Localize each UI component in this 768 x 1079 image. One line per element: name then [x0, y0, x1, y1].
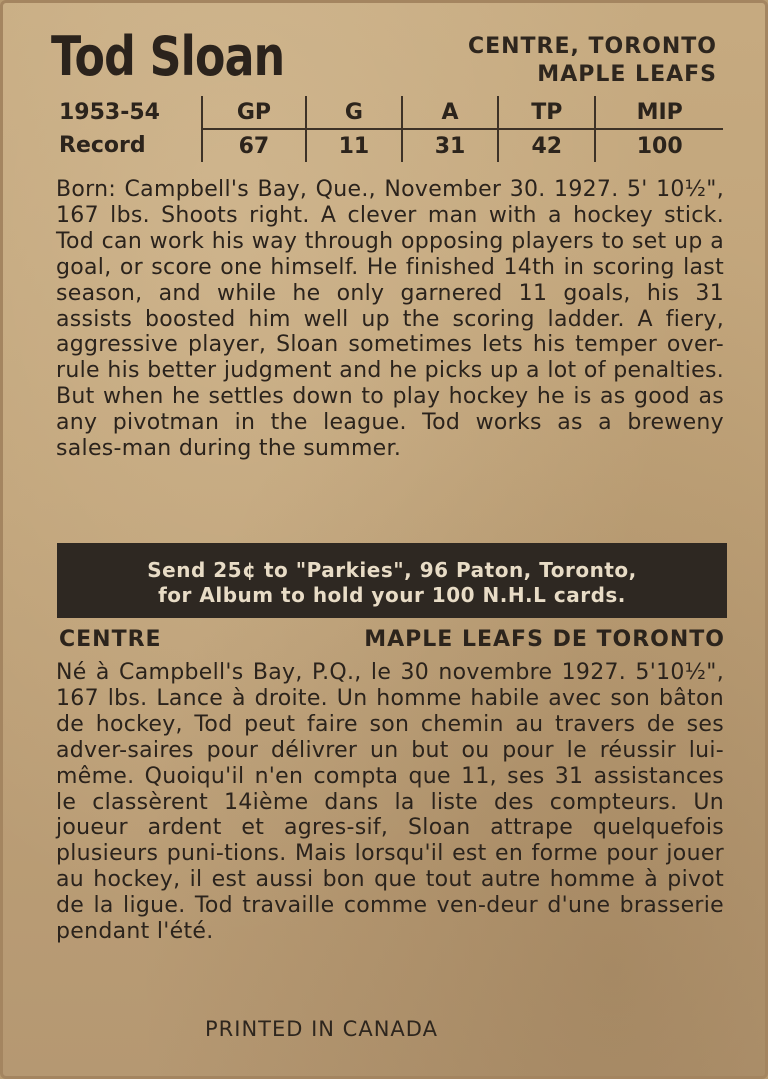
stat-value-a: 31 — [402, 129, 498, 162]
promo-line-1: Send 25¢ to "Parkies", 96 Paton, Toronto, — [147, 558, 637, 582]
season-label: 1953-54 — [59, 100, 160, 125]
printed-in-canada: PRINTED IN CANADA — [205, 1017, 438, 1041]
record-label: Record — [59, 133, 146, 158]
stat-header-mip: MIP — [595, 96, 723, 129]
stats-header-row — [55, 96, 723, 129]
stat-header-tp: TP — [498, 96, 595, 129]
stat-value-mip: 100 — [595, 129, 723, 162]
position-line-2: MAPLE LEAFS — [537, 62, 717, 87]
stat-value-gp: 67 — [202, 129, 306, 162]
bio-english: Born: Campbell's Bay, Que., November 30. 1927. 5' 10½", 167 lbs. Shoots right. A clever man with a hockey stick. Tod can work his way through opposing players to set up a goal, or score one himself. He finished 14th in scoring last season, and while he only garnered 11 goals, his 31 assists boosted him well up the scoring ladder. A fiery, aggressive player, Sloan sometimes lets his temper over-rule his better judgment and he picks up a lot of penalties. But when he settles down to play hockey he is as good as any pivotman in the league. Tod works as a breweny sales-man during the summer. — [56, 177, 724, 462]
stat-value-tp: 42 — [498, 129, 595, 162]
stats-values-row — [55, 129, 723, 162]
stat-header-a: A — [402, 96, 498, 129]
position-line-1: CENTRE, TORONTO — [467, 34, 717, 59]
french-header — [59, 627, 725, 652]
french-position: CENTRE — [59, 627, 162, 652]
album-promo-banner — [57, 543, 727, 618]
stats-table — [55, 96, 723, 162]
stat-value-g: 11 — [306, 129, 402, 162]
bio-french: Né à Campbell's Bay, P.Q., le 30 novembre 1927. 5'10½", 167 lbs. Lance à droite. Un homme habile avec son bâton de hockey, Tod peut faire son chemin au travers de ses adver-saires pour délivrer un but ou pour le réussir lui-même. Quoiqu'il n'en compta que 11, ses 31 assistances le classèrent 14ième dans la liste des compteurs. Un joueur ardent et agres-sif, Sloan attrape quelquefois plusieurs puni-tions. Mais lorsqu'il est en forme pour jouer au hockey, il est aussi bon que tout autre homme à pivot de la ligue. Tod travaille comme ven-deur d'une brasserie pendant l'été. — [56, 660, 724, 945]
stat-header-gp: GP — [202, 96, 306, 129]
french-team: MAPLE LEAFS DE TORONTO — [364, 627, 725, 652]
stat-header-g: G — [306, 96, 402, 129]
player-name: Tod Sloan — [51, 25, 285, 88]
position-team — [468, 33, 717, 89]
promo-line-2: for Album to hold your 100 N.H.L cards. — [158, 583, 626, 607]
